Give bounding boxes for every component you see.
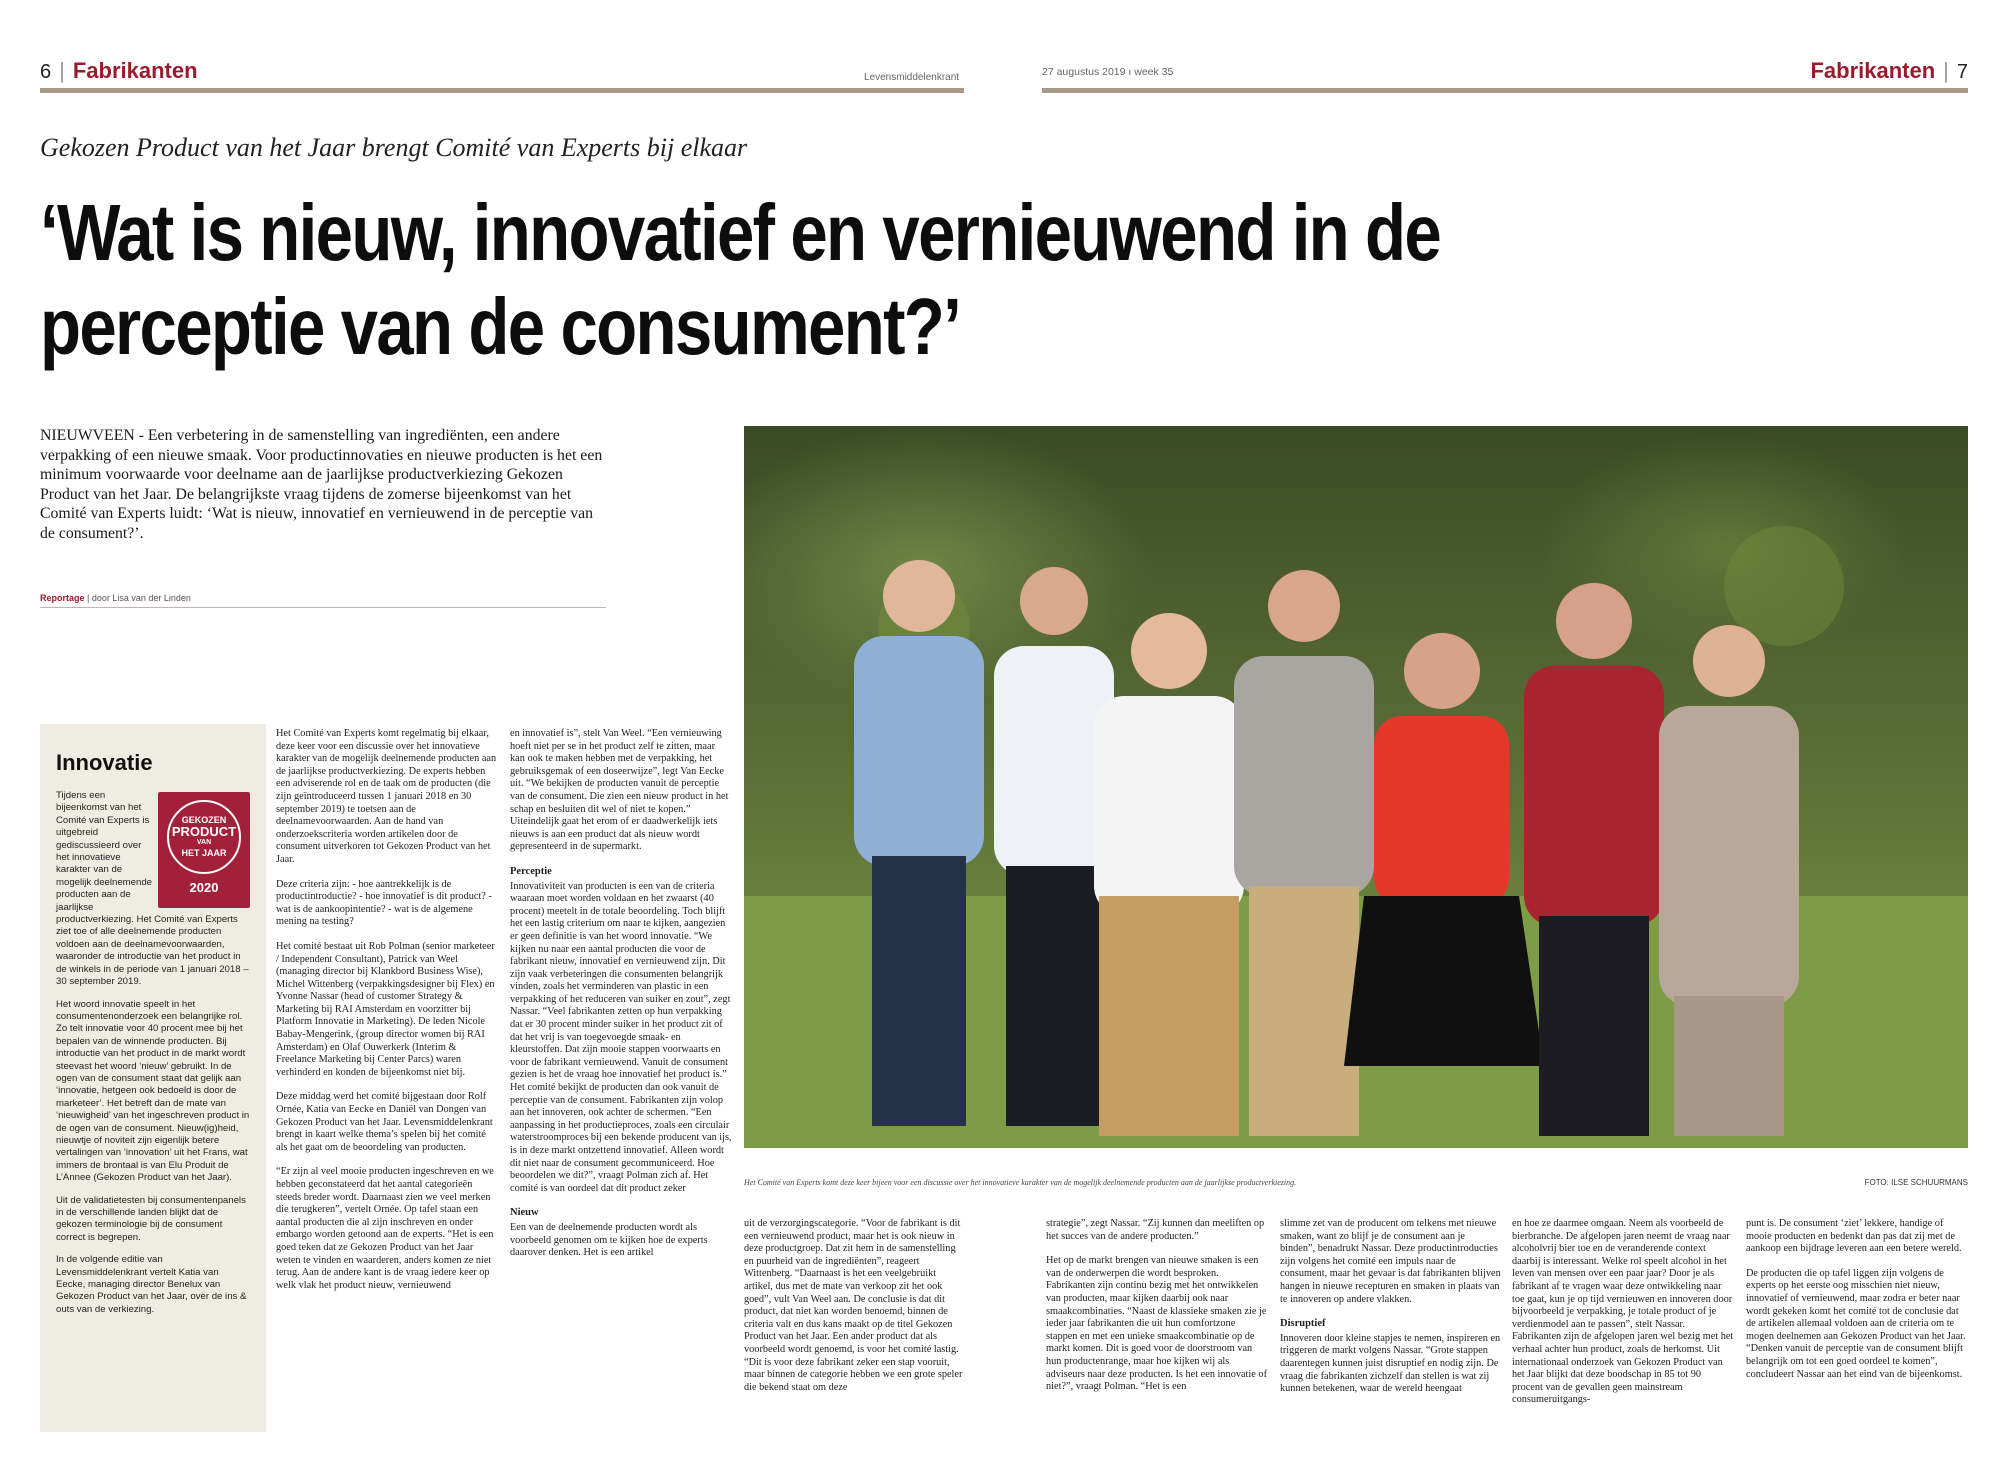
- body-paragraph: strategie”, zegt Nassar. “Zij kunnen dan meeliften op het succes van de andere producten.”: [1046, 1218, 1265, 1242]
- photo-caption: Het Comité van Experts komt deze keer bijeen voor een discussie over het innovatieve karakter van de mogelijk deelnemende producten aan de jaarlijkse productverkiezing.: [744, 1178, 1297, 1187]
- sidebar-paragraph: In de volgende editie van Levensmiddelenkrant vertelt Katia van Eecke, managing director Benelux van Gekozen Product van het Jaar, over de ins & outs van de verkiezing.: [56, 1254, 247, 1315]
- body-paragraph: Het op de markt brengen van nieuwe smaken is een van de onderwerpen die wordt besproken. Fabrikanten zijn continu bezig met het ontwikkelen van producten, maar kijken daarbij ook naar smaakcombinaties. “Naast de klassieke smaken zie je ieder jaar fabrikanten die uit hun comfortzone stappen en met een unieke smaakcombinatie op de markt komen. Dit is goed voor de doorstroom van hun productenrange, maar hoe kijken wij als adviseurs naar deze producten. Is het een innovatie of niet?”, vraagt Polman. “Het is een: [1046, 1255, 1268, 1393]
- body-paragraph: “Er zijn al veel mooie producten ingeschreven en we hebben geconstateerd dat het aantal categorieën steeds breder wordt. Daarnaast zien we veel merken die terugkeren”, vertelt Ornée. Op tafel staan een aantal producten die al zijn inschreven en onder embargo worden getoond aan de experts. “Het is een goed teken dat ze Gekozen Product van het Jaar weten te vinden en waarderen, anders komen ze niet terug. Aan de andere kant is de vraag iedere keer op welk vlak het product nieuw, vernieuwend: [276, 1166, 494, 1291]
- body-paragraph: Het comité bestaat uit Rob Polman (senior marketeer / Independent Consultant), Patrick van Weel (managing director bij Klankbord Business Wise), Michel Wittenberg (verpakkingsdesigner bij Flex) en Yvonne Nassar (head of customer Strategy & Marketing bij RAI Amsterdam en voorzitter bij Platform Innovatie in Marketing). De leden Nicole Babay-Mengerink, (group director women bij RAI Amsterdam) en Olaf Ouwerkerk (Interim & Freelance Marketing bij Center Parcs) waren verhinderd en konden de bijeenkomst niet bij.: [276, 940, 495, 1078]
- logo-line-1: GEKOZEN: [181, 815, 227, 825]
- logo-year: 2020: [189, 880, 219, 895]
- product-van-het-jaar-logo: [158, 792, 250, 908]
- byline-author: | door Lisa van der Linden: [87, 593, 191, 603]
- right-section-title: Fabrikanten: [1810, 58, 1936, 83]
- sidebar-title: Innovatie: [56, 750, 153, 775]
- left-page-number: 6: [40, 61, 52, 83]
- header-separator-right: |: [1943, 58, 1949, 83]
- body-paragraph: Het Comité van Experts komt regelmatig bij elkaar, deze keer voor een discussie over het innovatieve karakter van de mogelijk deelnemende producten aan de jaarlijkse productverkiezing. De experts hebben een adviserende rol en de taak om de producten (die zijn geïntroduceerd tussen 1 januari 2018 en 30 september 2019) te toetsen aan de deelnamevoorwaarden. Aan de hand van onderzoekscriteria worden artikelen door de consument uitverkoren tot Gekozen Product van het Jaar.: [276, 728, 497, 865]
- body-column-2: [510, 728, 732, 1272]
- experts-group-photo: [744, 426, 1968, 1148]
- body-column-7: [1746, 1218, 1968, 1393]
- logo-line-3: VAN: [196, 839, 212, 846]
- publication-name: Levensmiddelenkrant: [864, 72, 960, 83]
- body-paragraph: Innovativiteit van producten is een van de criteria waaraan moet worden voldaan en het zwaarst (40 procent) meetelt in de totale beoordeling. Toch blijft het een lastig criterium om naar te kijken, aangezien er geen definitie is van het woord innovatie. “We kijken nu naar een aantal producten die voor de fabrikant nieuw, innovatief en vernieuwend zijn. Dit zijn vaak verbeteringen die consumenten belangrijk vinden, zoals het verminderen van plastic in een verpakking of het reduceren van suiker en zout”, zegt Nassar. “Veel fabrikanten zetten op hun verpakking dat er 30 procent minder suiker in het product zit of dat het vrij is van toegevoegde smaak- en kleurstoffen. Dat zijn mooie stappen voorwaarts en voor de fabrikant vernieuwend. Vanuit de consument gezien is het de vraag hoe innovatief het product is.” Het comité bekijkt de producten dan ook vanuit de perceptie van de consument. Fabrikanten zijn volop aan het innoveren, ook achter de schermen. “Een aanpassing in het productieproces, zoals een circulair waterstroomproces bij een bekende producent van ijs, is in deze markt ontzettend innovatief. Alleen wordt dit niet naar de consument gecommuniceerd. Hoe beoordelen we dit?”, vraagt Polman zich af. Het comité is van oordeel dat dit product zeker: [510, 880, 732, 1194]
- left-header-rule: [40, 88, 964, 93]
- byline-label: Reportage: [40, 593, 85, 603]
- byline: [40, 593, 606, 608]
- body-column-4: [1046, 1218, 1268, 1406]
- body-paragraph: Een van de deelnemende producten wordt als voorbeeld genomen om te kijken hoe de experts daarover denken. Het is een artikel: [510, 1221, 708, 1259]
- body-paragraph: en innovatief is”, stelt Van Weel. “Een vernieuwing hoeft niet per se in het product zelf te zitten, maar kan ook te maken hebben met de verpakking, het gebruiksgemak of een doseerwijze”, legt Van Eecke uit. “We bekijken de producten vanuit de perceptie van de consument. Die zien een nieuw product in het schap en besluiten dit wel of niet te kopen.” Uiteindelijk gaat het erom of er daadwerkelijk iets nieuws is aan een product dat als nieuw wordt gepresenteerd in de supermarkt.: [510, 728, 729, 853]
- body-paragraph: slimme zet van de producent om telkens met nieuwe smaken, want zo blijf je de consument aan je binden”, benadrukt Nassar. Deze productintroducties zijn volgens het comité een impuls naar de consument, maar het gevaar is dat fabrikanten blijven hangen in nieuwe recepturen en smaken in plaats van te innoveren op andere vlakken.: [1280, 1218, 1501, 1305]
- logo-line-4: HET JAAR: [181, 848, 227, 858]
- photo-illustration: [744, 426, 1968, 1148]
- article-kicker: Gekozen Product van het Jaar brengt Comité van Experts bij elkaar: [40, 133, 748, 162]
- subheading-disruptief: Disruptief: [1280, 1318, 1326, 1330]
- body-paragraph: punt is. De consument ‘ziet’ lekkere, handige of mooie producten en bedenkt dan pas dat zij met de aankoop een bijdrage leveren aan een betere wereld.: [1746, 1218, 1962, 1255]
- left-page-header: [40, 58, 198, 88]
- right-page-header: [1810, 58, 1968, 88]
- header-separator-left: |: [59, 58, 65, 83]
- article-headline: ‘Wat is nieuw, innovatief en vernieuwend in de perceptie van de consument?’: [40, 188, 1441, 371]
- body-column-5: [1280, 1218, 1502, 1408]
- body-paragraph: uit de verzorgingscategorie. “Voor de fabrikant is dit een vernieuwend product, maar het is ook nieuw in deze productgroep. Dat zit hem in de samenstelling en puurheid van de ingrediënten”, reageert Wittenberg. “Daarnaast is het een veelgebruikt artikel, dus met de mate van verkoop zit het ook goed”, vult Van Weel aan. De conclusie is dat dit product, dat niet kan worden benoemd, binnen de criteria valt en dus kans maakt op de titel Gekozen Product van het Jaar. Een ander product dat als voorbeeld wordt genoemd, is voor het comité lastig. “Dit is voor deze fabrikant zeker een stap vooruit, maar binnen de categorie hebben we een grote speler die bekend staat om deze: [744, 1218, 963, 1393]
- article-lead: NIEUWVEEN - Een verbetering in de samenstelling van ingrediënten, een andere verpakking of een nieuwe smaak. Voor productinnovaties en nieuwe producten is het een minimum voorwaarde voor deelname aan de jaarlijkse productverkiezing Gekozen Product van het Jaar. De belangrijkste vraag tijdens de zomerse bijeenkomst van het Comité van Experts luidt: ‘Wat is nieuw, innovatief en vernieuwend in de perceptie van de consument?’.: [40, 427, 603, 542]
- left-section-title: Fabrikanten: [72, 58, 198, 83]
- subheading-perceptie: Perceptie: [510, 865, 552, 877]
- right-header-rule: [1042, 88, 1968, 93]
- right-page-number: 7: [1956, 61, 1968, 83]
- innovatie-sidebar: [40, 724, 266, 1432]
- body-paragraph: en hoe ze daarmee omgaan. Neem als voorbeeld de bierbranche. De afgelopen jaren neemt de vraag naar alcoholvrij bier toe en de veranderende context daarbij is interessant. Welke rol speelt alcohol in het leven van mensen over een paar jaar? Door je als fabrikant af te vragen waar deze ontwikkeling naar toe gaat, kun je op tijd vernieuwen en innoveren door bijvoorbeeld je verpakking, je totale product of je verdienmodel aan te passen”, stelt Nassar. Fabrikanten zijn de afgelopen jaren wel bezig met het verhaal achter hun product, zoals de herkomst. Uit internationaal onderzoek van Gekozen Product van het Jaar blijkt dat deze boodschap in 85 tot 90 procent van de gevallen geen mainstream consumeruitgangs-: [1512, 1218, 1734, 1406]
- sidebar-paragraph: Het woord innovatie speelt in het consumentenonderzoek een belangrijke rol. Zo telt innovatie voor 40 procent mee bij het bepalen van de winnende producten. Bij introductie van het product in de markt wordt steevast het woord ‘nieuw’ gebruikt. In de ogen van de consument staat dat gelijk aan ‘innovatie, hetgeen ook bedoeld is door de marketeer’. Het betreft dan de mate van ‘nieuwigheid’ van het ingeschreven product in de ogen van de consument. Nieuw(ig)heid, nieuwtje of noviteit zijn eigenlijk betere vertalingen van ‘innovation’ uit het Frans, wat immers de brontaal is van Elu Produit de L’Annee (Gekozen Product van het Jaar).: [56, 998, 250, 1184]
- subheading-nieuw: Nieuw: [510, 1207, 539, 1219]
- body-column-3: [744, 1218, 966, 1406]
- logo-line-2: PRODUCT: [171, 824, 237, 839]
- body-column-6: [1512, 1218, 1734, 1419]
- sidebar-paragraph: Uit de validatietesten bij consumentenpanels in de verschillende landen blijkt dat de gekozen terminologie bij de consument correct is begrepen.: [56, 1194, 246, 1243]
- photo-credit: FOTO: ILSE SCHUURMANS: [1864, 1178, 1968, 1187]
- body-paragraph: De producten die op tafel liggen zijn volgens de experts op het eerste oog misschien niet nieuw, innovatief of vernieuwend, maar zodra er beter naar wordt gekeken komt het comité tot de conclusie dat de artikelen allemaal voldoen aan de criteria om te mogen deelnemen aan Gekozen Product van het Jaar. “Denken vanuit de perceptie van de consument blijft belangrijk om tot een goed oordeel te komen”, concludeert Nassar aan het eind van de bijeenkomst.: [1746, 1267, 1966, 1380]
- logo-circle: [167, 800, 241, 874]
- body-column-1: [276, 728, 498, 1304]
- body-paragraph: Deze criteria zijn: - hoe aantrekkelijk is de productintroductie? - hoe innovatief is dit product? - wat is de aankoopintentie? - wat is de algemene mening na testing?: [276, 878, 492, 928]
- body-paragraph: Deze middag werd het comité bijgestaan door Rolf Ornée, Katia van Eecke en Daniël van Dongen van Gekozen Product van het Jaar. Levensmiddelenkrant brengt in kaart welke thema’s spelen bij het comité als het gaat om de beoordeling van producten.: [276, 1091, 493, 1153]
- sidebar-paragraph: Tijdens een bijeenkomst van het Comité van Experts is uitgebreid gediscussieerd over het innovatieve karakter van de mogelijk deelnemende producten aan de jaarlijkse productverkiezing. Het Comité van Experts ziet toe of alle deelnemende producten voldoen aan de deelnamevoorwaarden, waaronder de introductie van het product in de winkels in de periode van 1 januari 2018 – 30 september 2019.: [56, 790, 249, 988]
- issue-date: 27 augustus 2019 ı week 35: [1042, 66, 1174, 78]
- body-paragraph: Innoveren door kleine stapjes te nemen, inspireren en triggeren de markt volgens Nassar. “Grote stappen daarentegen kunnen juist disruptief en nodig zijn. De vraag die fabrikanten zichzelf dan stellen is wat zij kunnen betekenen, waar de wereld heengaat: [1280, 1332, 1501, 1395]
